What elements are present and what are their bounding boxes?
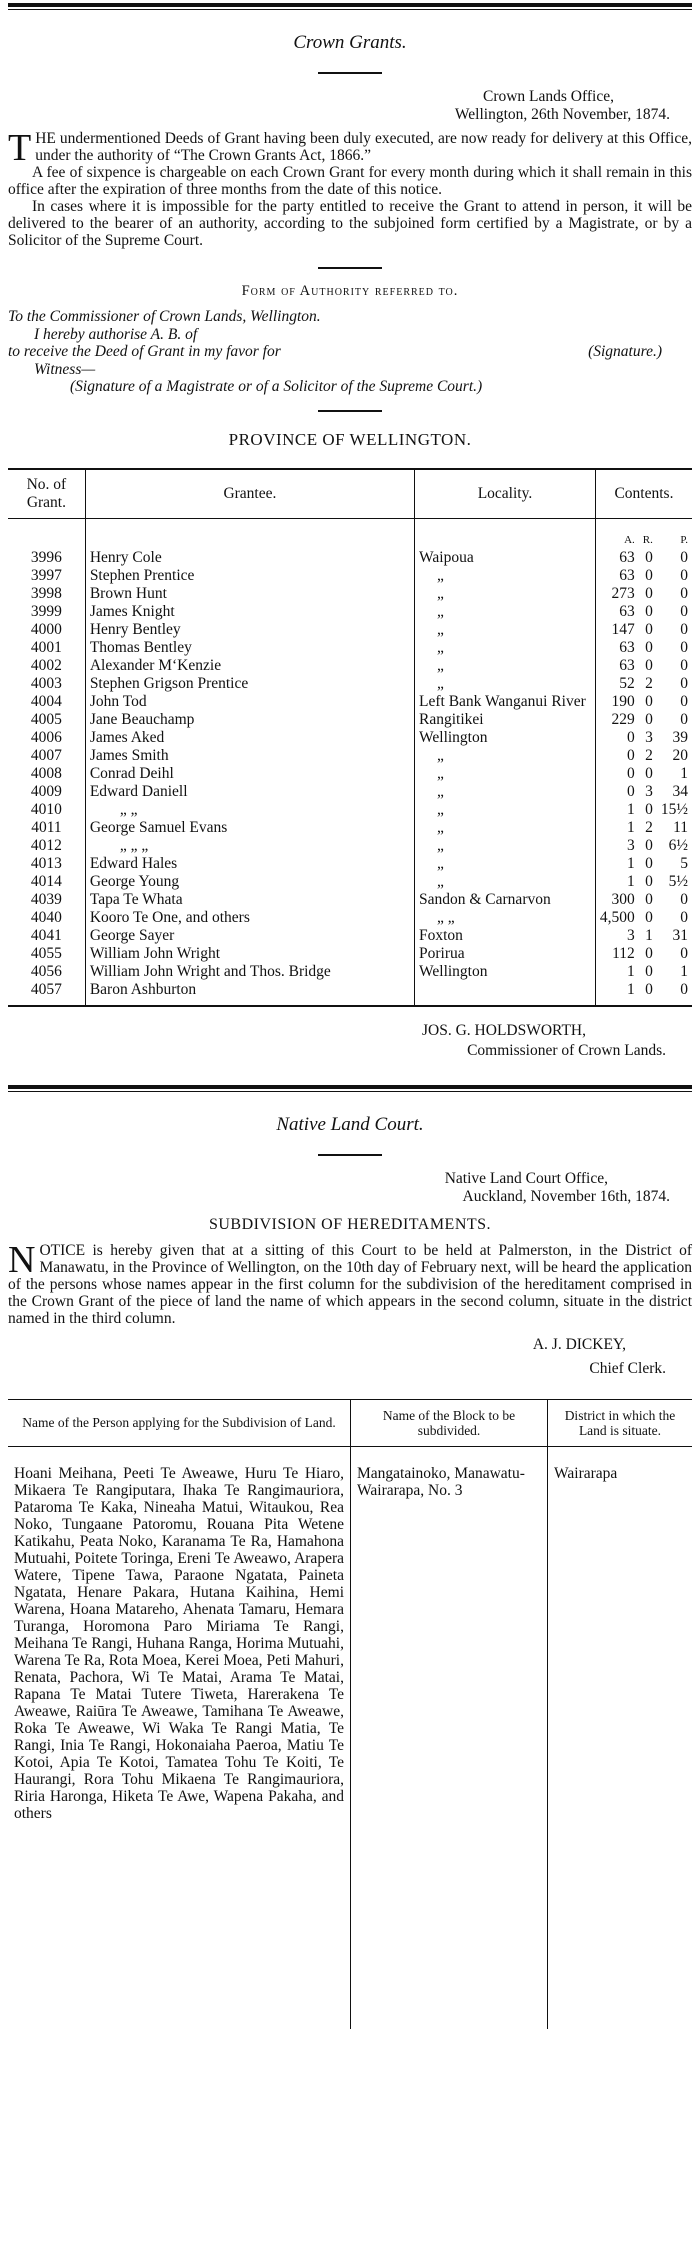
fee-paragraph: A fee of sixpence is chargeable on each Crown Grant for every month during which it shall remain in this office after the expiration of three months from the date of this notice. [8, 164, 692, 198]
locality: „ [415, 639, 596, 657]
form-line: I hereby authorise A. B. of [34, 325, 198, 343]
grantee-name: Brown Hunt [85, 585, 414, 603]
crown-grants-title: Crown Grants. [293, 32, 407, 53]
perches: 0 [680, 908, 688, 926]
unit-roods: R. [642, 533, 653, 546]
signatory-title: Commissioner of Crown Lands. [467, 1041, 666, 1059]
table-row [8, 819, 692, 837]
grant-number: 4039 [8, 891, 85, 909]
perches: 0 [657, 981, 692, 1006]
acres: 1 [627, 962, 635, 980]
signatory-title: Chief Clerk. [589, 1359, 666, 1377]
grant-number: 4001 [8, 639, 85, 657]
unit-acres: A. [624, 533, 635, 546]
locality: Porirua [415, 945, 596, 963]
grantee-name: Alexander M‘Kenzie [85, 657, 414, 675]
grant-number: 3999 [8, 603, 85, 621]
acres: 190 [611, 692, 635, 710]
acres: 3 [627, 926, 635, 944]
header-contents: Contents. [595, 469, 692, 519]
acres: 147 [611, 620, 635, 638]
perches: 20 [672, 746, 688, 764]
perches: 0 [680, 584, 688, 602]
locality: Left Bank Wanganui River [415, 693, 596, 711]
roods: 0 [645, 584, 653, 602]
perches: 39 [672, 728, 688, 746]
table-row [8, 549, 692, 567]
divider [318, 267, 382, 269]
grant-number: 4006 [8, 729, 85, 747]
district-cell: Wairarapa [554, 1464, 618, 1482]
grant-number: 3998 [8, 585, 85, 603]
locality: „ [415, 837, 596, 855]
table-row [8, 801, 692, 819]
grants-body [8, 518, 692, 1006]
gazette-page [8, 0, 692, 2029]
drop-cap: T [8, 127, 32, 169]
persons-cell: Hoani Meihana, Peeti Te Aweawe, Huru Te Hiaro, Mikaera Te Rangiputara, Ihaka Te Rangimauriora, Pataroma Te Kaka, Nineaha Matui, Witaukou, Rea Noko, Tungaane Patoromu, Rouana Pita Wetene Katikahu, Peata Noko, Karanama Te Ra, Hamahona Mutuahi, Poitete Toringa, Ereni Te Aweawo, Arapera Watere, Tipene Tawa, Paraone Ngatata, Paineta Ngatata, Henare Pakara, Hutana Kaihina, Hemi Warena, Hoana Matareho, Ahenata Tamaru, Hemara Turanga, Horomona Paro Miriama Te Rangi, Meihana Te Rangi, Huhana Ranga, Horima Mutuahi, Warena Te Ra, Rota Moea, Kerei Moea, Peti Mahuri, Renata, Pachora, Wi Te Matai, Arama Te Matai, Rapana Te Matai Tutere Tiweta, Harerakena Te Aweawe, Raiūra Te Aweawe, Tamihana Te Aweawe, Roka Te Aweawe, Wi Waka Te Rangi Matia, Te Rangi, Inia Te Rangi, Hokonaiaha Paeroa, Matiu Te Kotoi, Apia Te Kotoi, Tamatea Tohu Te Koiti, Te Haurangi, Rora Tohu Mikaena Te Rangimauriora, Riria Haronga, Hiketa Te Awe, Wapena Pakaha, and others [8, 1446, 351, 2029]
form-line: to receive the Deed of Grant in my favor for [8, 343, 281, 360]
grantee-name: Conrad Deihl [85, 765, 414, 783]
acres: 0 [627, 728, 635, 746]
acres: 229 [611, 710, 635, 728]
grant-number: 4040 [8, 909, 85, 927]
native-land-court-office [8, 1170, 692, 1206]
native-land-court-title: Native Land Court. [276, 1113, 424, 1135]
locality: Rangitikei [415, 711, 596, 729]
locality: Waipoua [415, 549, 596, 567]
locality: „ [415, 855, 596, 873]
table-row [8, 909, 692, 927]
office-line: Crown Lands Office, [482, 88, 614, 105]
grant-number: 4004 [8, 693, 85, 711]
divider [318, 410, 382, 412]
grantee-name: James Knight [85, 603, 414, 621]
grant-number: 4056 [8, 963, 85, 981]
roods: 0 [645, 710, 653, 728]
grant-number: 4009 [8, 783, 85, 801]
roods: 0 [645, 962, 653, 980]
court-notice-paragraph [8, 1238, 692, 1327]
roods: 0 [639, 981, 657, 1006]
court-notice-text: OTICE is hereby given that at a sitting of this Court to be held at Palmerston, in the District of Manawatu, in the Province of Wellington, on the 10th day of February next, will be heard the application of the persons whose names appear in the first column for the subdivision of the hereditament comprised in the Crown Grant of the piece of land the name of which appears in the second column, situate in the district named in the third column. [8, 1241, 692, 1327]
grantee-name: Stephen Grigson Prentice [85, 675, 414, 693]
acres: 52 [619, 674, 635, 692]
top-rule [8, 3, 692, 10]
header-district: District in which the Land is situate. [548, 1399, 693, 1446]
grantee-name: Henry Cole [85, 549, 414, 567]
roods: 0 [645, 620, 653, 638]
form-signature: (Signature.) [588, 343, 662, 360]
signatory-name: JOS. G. HOLDSWORTH, [422, 1021, 586, 1039]
table-row [8, 711, 692, 729]
province-heading: PROVINCE OF WELLINGTON. [228, 429, 472, 449]
roods: 3 [645, 782, 653, 800]
acres: 63 [619, 548, 635, 566]
acres: 4,500 [599, 908, 635, 926]
grantee-name: John Tod [85, 693, 414, 711]
table-row [8, 765, 692, 783]
office-date: Auckland, November 16th, 1874. [462, 1187, 670, 1205]
locality: „ [415, 783, 596, 801]
acres: 1 [595, 981, 638, 1006]
subdivision-heading: SUBDIVISION OF HEREDITAMENTS. [208, 1215, 492, 1233]
form-line-row [8, 343, 692, 361]
units-row [8, 518, 692, 549]
table-row [8, 729, 692, 747]
roods: 0 [645, 548, 653, 566]
header-persons: Name of the Person applying for the Subdivision of Land. [8, 1399, 351, 1446]
grant-number: 4041 [8, 927, 85, 945]
grantee-name: James Smith [85, 747, 414, 765]
grantee-name: William John Wright and Thos. Bridge [85, 963, 414, 981]
perches: 15½ [660, 800, 688, 818]
locality: Wellington [415, 729, 596, 747]
roods: 0 [645, 638, 653, 656]
locality: „ [415, 621, 596, 639]
table-row [8, 639, 692, 657]
grant-number: 4003 [8, 675, 85, 693]
perches: 0 [680, 656, 688, 674]
grantee-name: Baron Ashburton [85, 981, 414, 1006]
acres: 0 [627, 746, 635, 764]
table-header-row [8, 1399, 692, 1446]
table-row [8, 693, 692, 711]
grant-number: 4013 [8, 855, 85, 873]
grant-number: 4005 [8, 711, 85, 729]
acres: 63 [619, 602, 635, 620]
grantee-name: George Sayer [85, 927, 414, 945]
acres: 63 [619, 566, 635, 584]
block-cell: Mangatainoko, Manawatu-Wairarapa, No. 3 [351, 1446, 548, 2029]
authority-form [8, 308, 692, 396]
perches: 1 [680, 764, 688, 782]
table-row [8, 873, 692, 891]
grantee-name: James Aked [85, 729, 414, 747]
acres: 273 [611, 584, 635, 602]
locality: Sandon & Carnarvon [415, 891, 596, 909]
perches: 5 [680, 854, 688, 872]
roods: 0 [645, 944, 653, 962]
locality: „ [415, 873, 596, 891]
grant-number: 4008 [8, 765, 85, 783]
grant-number: 4014 [8, 873, 85, 891]
table-row [8, 891, 692, 909]
locality [415, 981, 596, 1006]
office-line: Native Land Court Office, [444, 1169, 608, 1187]
roods: 0 [645, 836, 653, 854]
grantee-name: „ „ „ [85, 837, 414, 855]
roods: 0 [645, 800, 653, 818]
crown-grants-table [8, 468, 692, 1007]
section-rule [8, 1085, 692, 1092]
grantee-name: George Young [85, 873, 414, 891]
table-row [8, 927, 692, 945]
form-heading: Form of Authority referred to. [241, 283, 459, 299]
acres: 3 [627, 836, 635, 854]
divider [318, 72, 382, 74]
roods: 0 [645, 602, 653, 620]
table-row [8, 603, 692, 621]
locality: „ [415, 747, 596, 765]
table-row [8, 981, 692, 1006]
perches: 0 [680, 548, 688, 566]
perches: 0 [680, 710, 688, 728]
table-row [8, 855, 692, 873]
notice-paragraph [8, 127, 692, 169]
table-row [8, 837, 692, 855]
grant-number: 4057 [8, 981, 85, 1006]
grantee-name: Kooro Te One, and others [85, 909, 414, 927]
divider [318, 1154, 382, 1156]
roods: 3 [645, 728, 653, 746]
grantee-name: Edward Hales [85, 855, 414, 873]
grantee-name: Henry Bentley [85, 621, 414, 639]
grantee-name: „ „ [85, 801, 414, 819]
roods: 2 [645, 746, 653, 764]
grantee-name: George Samuel Evans [85, 819, 414, 837]
perches: 0 [680, 890, 688, 908]
perches: 34 [672, 782, 688, 800]
perches: 5½ [668, 872, 688, 890]
table-row [8, 621, 692, 639]
chief-clerk-signature [8, 1333, 692, 1381]
signatory-name: A. J. DICKEY, [532, 1335, 626, 1353]
grantee-name: Edward Daniell [85, 783, 414, 801]
acres: 300 [611, 890, 635, 908]
header-no: No. of Grant. [8, 469, 85, 519]
perches: 11 [673, 818, 688, 836]
locality: Wellington [415, 963, 596, 981]
locality: „ [415, 603, 596, 621]
acres: 63 [619, 656, 635, 674]
locality: „ [415, 675, 596, 693]
grantee-name: Stephen Prentice [85, 567, 414, 585]
roods: 0 [645, 764, 653, 782]
perches: 0 [680, 944, 688, 962]
header-grantee: Grantee. [85, 469, 414, 519]
grant-number: 4011 [8, 819, 85, 837]
acres: 1 [627, 818, 635, 836]
form-line: (Signature of a Magistrate or of a Solicitor of the Supreme Court.) [70, 378, 483, 395]
roods: 2 [645, 818, 653, 836]
crown-lands-office [8, 88, 692, 124]
perches: 31 [672, 926, 688, 944]
acres: 63 [619, 638, 635, 656]
grant-number: 4000 [8, 621, 85, 639]
acres: 1 [627, 854, 635, 872]
perches: 0 [680, 692, 688, 710]
perches: 0 [680, 566, 688, 584]
authority-paragraph: In cases where it is impossible for the party entitled to receive the Grant to attend in person, it will be delivered to the bearer of an authority, according to the subjoined form certified by a Magistrate, or by a Solicitor of the Supreme Court. [8, 198, 692, 249]
acres: 0 [627, 764, 635, 782]
locality: „ [415, 765, 596, 783]
table-row [8, 963, 692, 981]
perches: 6½ [668, 836, 688, 854]
locality: „ [415, 585, 596, 603]
perches: 0 [680, 674, 688, 692]
locality: „ „ [415, 909, 596, 927]
header-block: Name of the Block to be subdivided. [351, 1399, 548, 1446]
locality: „ [415, 567, 596, 585]
grant-number: 4012 [8, 837, 85, 855]
acres: 0 [627, 782, 635, 800]
grantee-name: Thomas Bentley [85, 639, 414, 657]
grantee-name: Tapa Te Whata [85, 891, 414, 909]
locality: „ [415, 819, 596, 837]
acres: 112 [612, 944, 635, 962]
roods: 0 [645, 908, 653, 926]
locality: „ [415, 801, 596, 819]
roods: 2 [645, 674, 653, 692]
roods: 0 [645, 692, 653, 710]
grant-number: 4055 [8, 945, 85, 963]
roods: 0 [645, 890, 653, 908]
notice-text: HE undermentioned Deeds of Grant having been duly executed, are now ready for delivery at this Office, under the authority of “The Crown Grants Act, 1866.” [35, 130, 692, 164]
grant-number: 3996 [8, 549, 85, 567]
perches: 0 [680, 638, 688, 656]
grantee-name: William John Wright [85, 945, 414, 963]
roods: 0 [645, 656, 653, 674]
grant-number: 4007 [8, 747, 85, 765]
drop-cap: N [8, 1238, 36, 1281]
roods: 1 [645, 926, 653, 944]
table-row [8, 585, 692, 603]
table-row [8, 567, 692, 585]
crown-lands-signature [8, 1021, 692, 1061]
grant-number: 3997 [8, 567, 85, 585]
header-locality: Locality. [415, 469, 596, 519]
unit-perches: P. [680, 533, 688, 546]
form-line: To the Commissioner of Crown Lands, Wellington. [8, 308, 321, 325]
table-row [8, 747, 692, 765]
perches: 0 [680, 602, 688, 620]
grant-number: 4010 [8, 801, 85, 819]
table-header-row [8, 469, 692, 519]
form-line: Witness— [34, 360, 96, 378]
table-row [8, 783, 692, 801]
table-row [8, 675, 692, 693]
table-row [8, 1446, 692, 2029]
table-row [8, 657, 692, 675]
locality: „ [415, 657, 596, 675]
subdivision-table [8, 1399, 692, 2029]
perches: 1 [680, 962, 688, 980]
acres: 1 [627, 872, 635, 890]
roods: 0 [645, 854, 653, 872]
roods: 0 [645, 872, 653, 890]
roods: 0 [645, 566, 653, 584]
acres: 1 [627, 800, 635, 818]
grantee-name: Jane Beauchamp [85, 711, 414, 729]
perches: 0 [680, 620, 688, 638]
table-row [8, 945, 692, 963]
grant-number: 4002 [8, 657, 85, 675]
office-date: Wellington, 26th November, 1874. [454, 106, 670, 123]
locality: Foxton [415, 927, 596, 945]
